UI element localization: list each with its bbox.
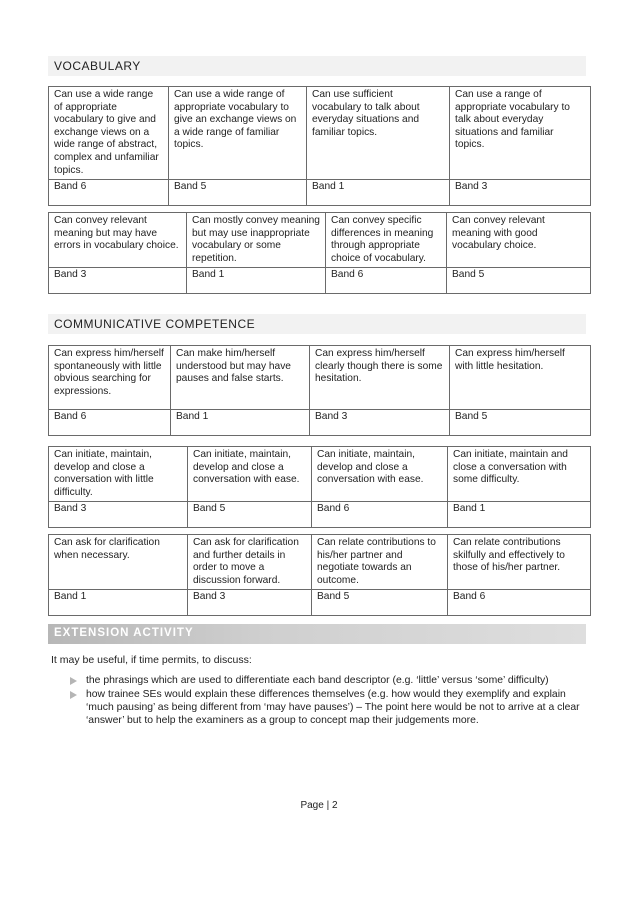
list-item [68, 674, 588, 687]
descriptor-cell: Can mostly convey meaning but may use inappropriate vocabulary or some repetition. [187, 213, 326, 268]
page-number: Page | 2 [300, 800, 338, 811]
descriptor-cell: Can express him/herself spontaneously with little obvious searching for expressions. [49, 346, 171, 410]
communicative-competence-heading: COMMUNICATIVE COMPETENCE [48, 314, 586, 334]
comm-table-1 [48, 345, 591, 436]
band-label: Band 5 [188, 502, 312, 517]
bullet-text: the phrasings which are used to differentiate each band descriptor (e.g. ‘little’ versus ‘some’ difficulty) [86, 675, 549, 686]
band-label: Band 3 [450, 180, 591, 195]
descriptor-cell: Can make him/herself understood but may have pauses and false starts. [171, 346, 310, 410]
triangle-bullet-icon [70, 677, 77, 685]
descriptor-cell: Can convey relevant meaning with good vocabulary choice. [447, 213, 591, 268]
band-label: Band 5 [312, 590, 448, 605]
descriptor-cell: Can express him/herself with little hesitation. [450, 346, 591, 410]
band-label: Band 3 [49, 268, 187, 283]
band-label: Band 1 [171, 410, 310, 425]
descriptor-cell: Can initiate, maintain, develop and close a conversation with little difficulty. [49, 447, 188, 502]
extension-intro: It may be useful, if time permits, to discuss: [51, 654, 252, 666]
descriptor-cell: Can relate contributions to his/her partner and negotiate towards an outcome. [312, 535, 448, 590]
band-label: Band 6 [448, 590, 591, 605]
descriptor-cell: Can use a wide range of appropriate vocabulary to give and exchange views on a wide range of abstract, complex and unfamiliar topics. [49, 87, 169, 180]
band-label: Band 5 [169, 180, 307, 195]
vocab-table-2 [48, 212, 591, 294]
band-label: Band 3 [49, 502, 188, 517]
descriptor-cell: Can ask for clarification when necessary. [49, 535, 188, 590]
bullet-text: how trainee SEs would explain these differences themselves (e.g. how would they exemplify and explain ‘much pausing’ as being different from ‘may have pauses’) – The point here would be not to arrive at a clear ‘answer’ but to help the examiners as a group to concept map their judgements more. [86, 689, 580, 726]
band-label: Band 1 [448, 502, 591, 517]
band-label: Band 1 [49, 590, 188, 605]
vocabulary-heading: VOCABULARY [48, 56, 586, 76]
descriptor-cell: Can use sufficient vocabulary to talk about everyday situations and familiar topics. [307, 87, 450, 180]
band-label: Band 6 [312, 502, 448, 517]
band-label: Band 1 [307, 180, 450, 195]
band-label: Band 6 [49, 410, 171, 425]
descriptor-cell: Can initiate, maintain, develop and close a conversation with ease. [312, 447, 448, 502]
descriptor-cell: Can express him/herself clearly though there is some hesitation. [310, 346, 450, 410]
band-label: Band 5 [450, 410, 591, 425]
extension-bullet-list [68, 674, 588, 728]
vocab-table-1 [48, 86, 591, 206]
comm-table-2 [48, 446, 591, 528]
comm-table-3 [48, 534, 591, 616]
descriptor-cell: Can use a wide range of appropriate vocabulary to give an exchange views on a wide range of familiar topics. [169, 87, 307, 180]
band-label: Band 6 [49, 180, 169, 195]
descriptor-cell: Can convey relevant meaning but may have errors in vocabulary choice. [49, 213, 187, 268]
band-label: Band 6 [326, 268, 447, 283]
descriptor-cell: Can initiate, maintain, develop and close a conversation with ease. [188, 447, 312, 502]
band-label: Band 3 [188, 590, 312, 605]
descriptor-cell: Can use a range of appropriate vocabulary to talk about everyday situations and familiar topics. [450, 87, 591, 180]
descriptor-cell: Can convey specific differences in meaning through appropriate choice of vocabulary. [326, 213, 447, 268]
triangle-bullet-icon [70, 691, 77, 699]
descriptor-cell: Can initiate, maintain and close a conversation with some difficulty. [448, 447, 591, 502]
band-label: Band 3 [310, 410, 450, 425]
descriptor-cell: Can relate contributions skilfully and effectively to those of his/her partner. [448, 535, 591, 590]
band-label: Band 5 [447, 268, 591, 283]
list-item [68, 688, 588, 727]
extension-activity-banner: EXTENSION ACTIVITY [48, 624, 586, 644]
descriptor-cell: Can ask for clarification and further details in order to move a discussion forward. [188, 535, 312, 590]
band-label: Band 1 [187, 268, 326, 283]
